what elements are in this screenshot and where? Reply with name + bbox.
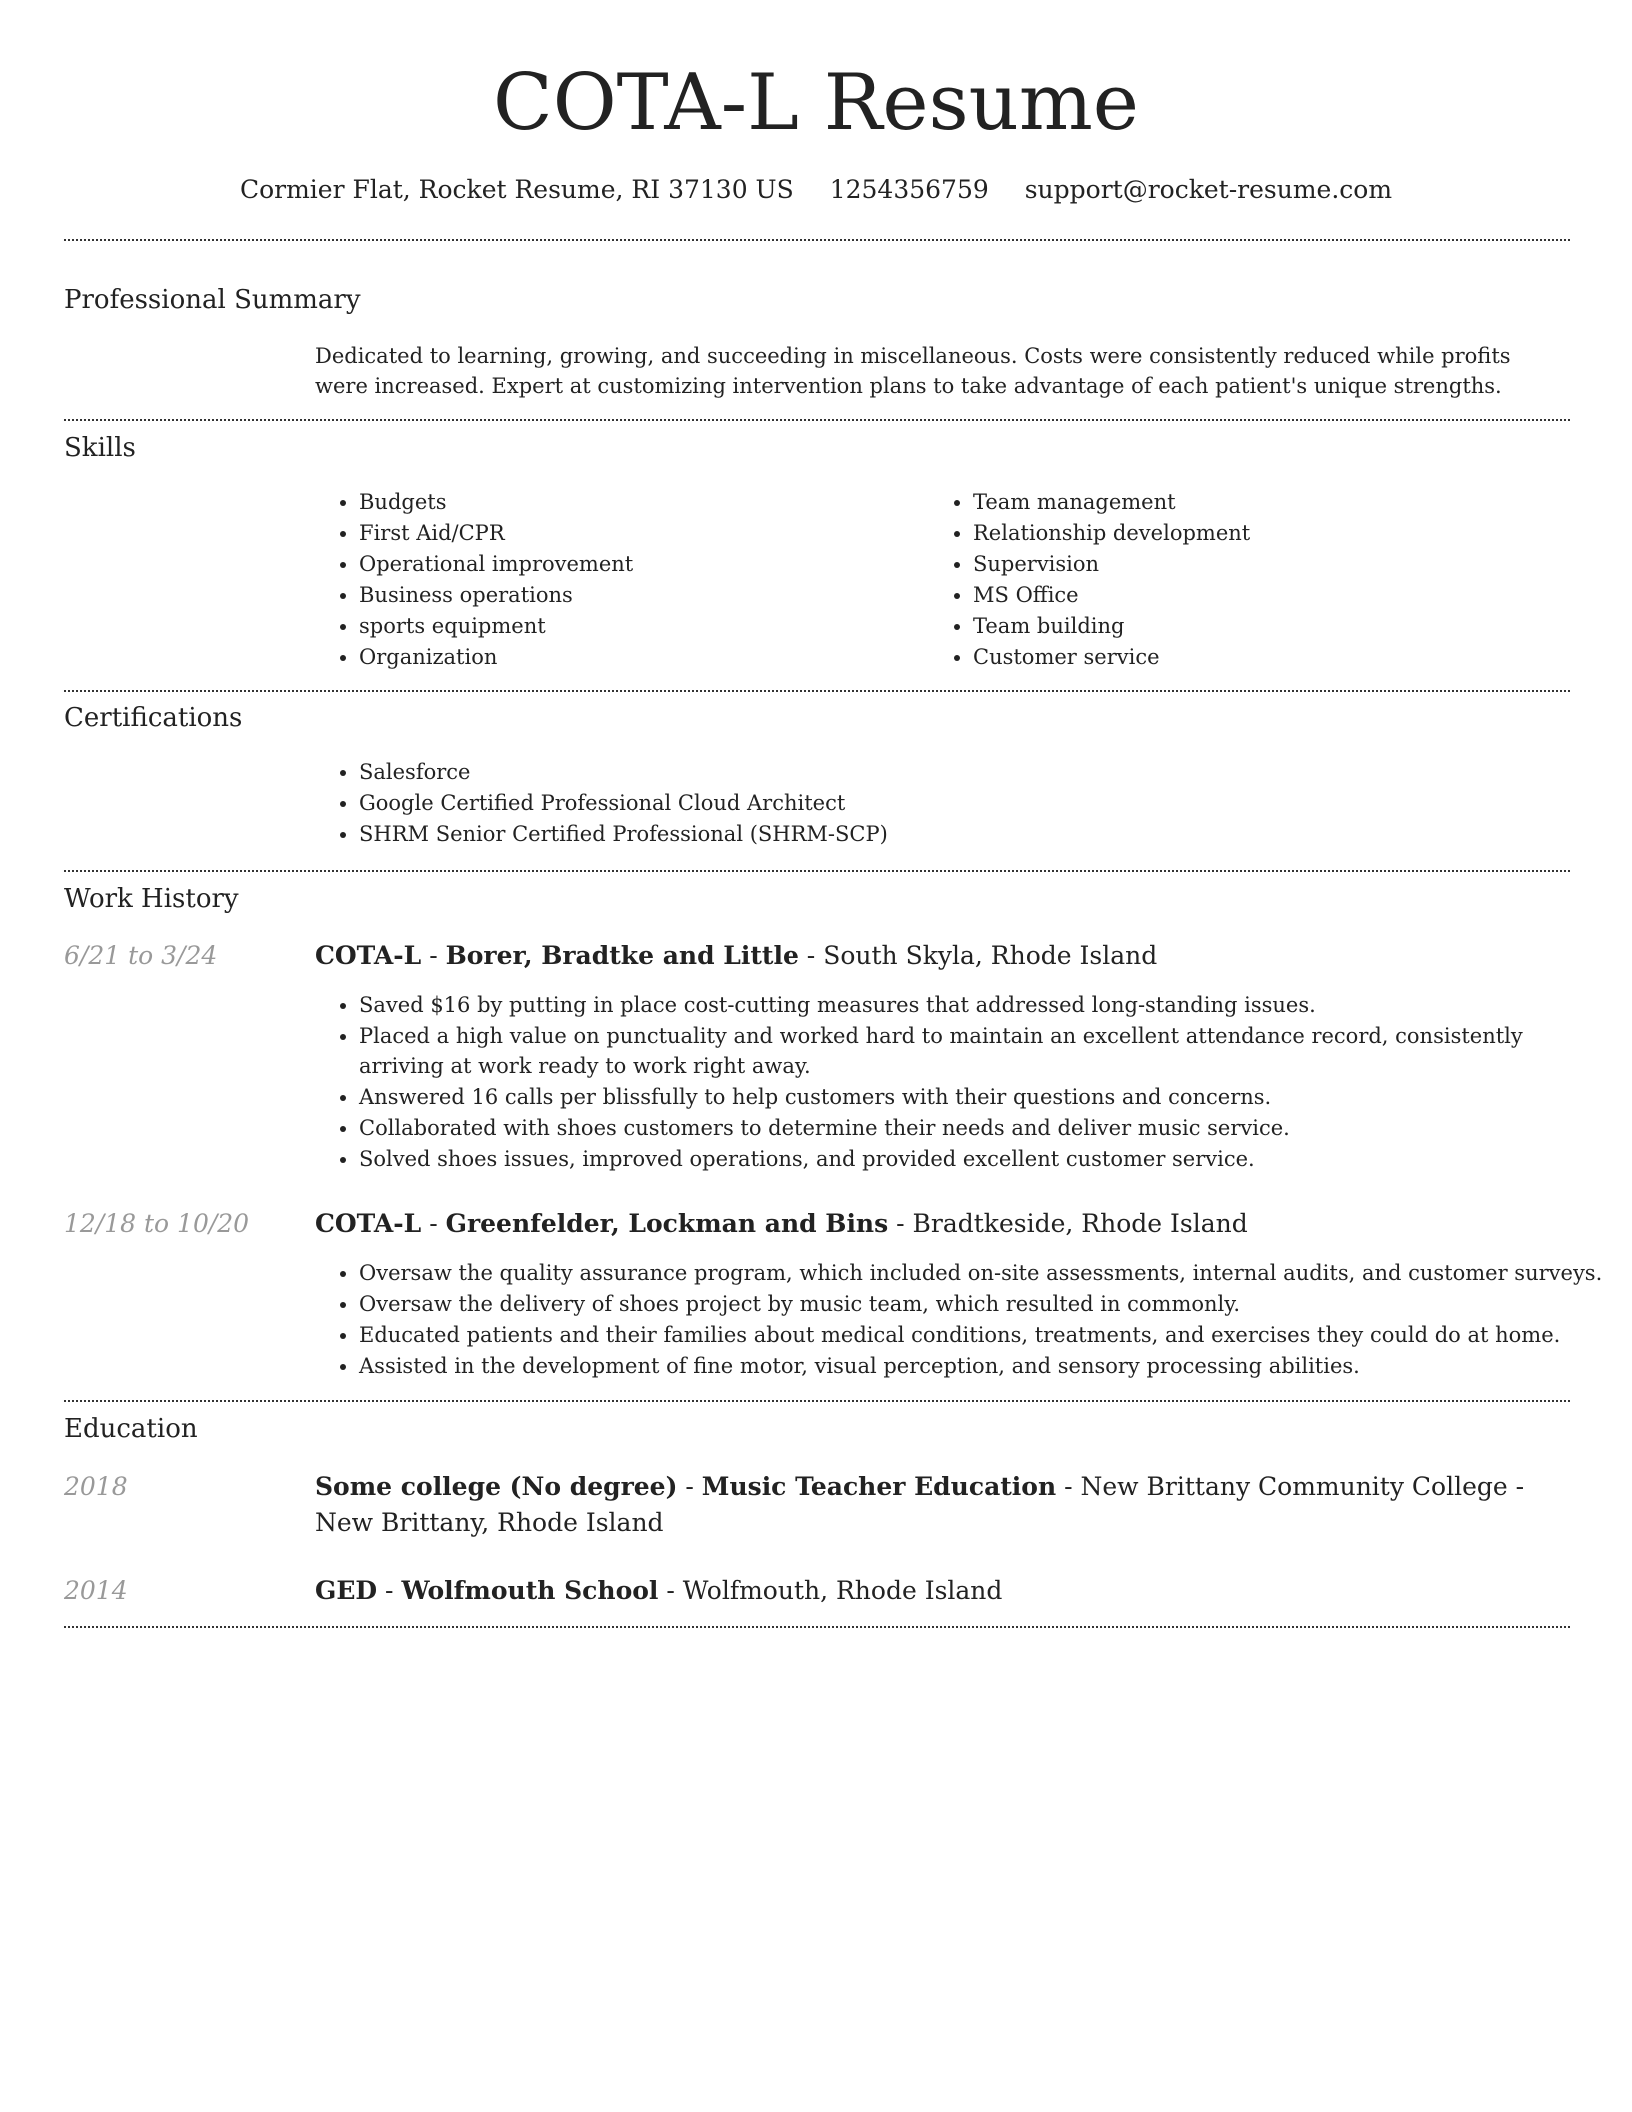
skill-item: • Team building [973,611,1573,642]
job-bullet: • Solved shoes issues, improved operations, and provided excellent customer service. [359,1144,1614,1174]
education-year: 2014 [64,1576,128,1605]
job-employer: Greenfelder, Lockman and Bins [445,1209,889,1238]
education-entry: Some college (No degree) - Music Teacher Education - New Brittany Community College - New Brittany, Rhode Island [315,1472,1525,1537]
certification-item: • SHRM Senior Certified Professional (SHRM-SCP) [359,819,1559,850]
section-title-education: Education [64,1414,198,1444]
divider [64,1400,1570,1402]
job-bullet: • Collaborated with shoes customers to determine their needs and deliver music service. [359,1113,1614,1143]
section-title-summary: Professional Summary [64,285,361,315]
job-bullets [315,990,1614,1175]
contact-phone: 1254356759 [829,175,989,204]
job-bullet: • Educated patients and their families about medical conditions, treatments, and exercises they could do at home. [359,1320,1614,1350]
job-bullet: • Answered 16 calls per blissfully to help customers with their questions and concerns. [359,1082,1614,1112]
skill-item: • Supervision [973,549,1573,580]
job-title: COTA-L [315,941,422,970]
education-year: 2018 [64,1472,128,1501]
job-location: Bradtkeside, Rhode Island [912,1209,1248,1238]
education-entry: GED - Wolfmouth School - Wolfmouth, Rhode Island [315,1576,1003,1605]
skills-list-left [315,487,919,673]
skill-item: • sports equipment [359,611,919,642]
divider [64,870,1570,872]
skill-item: • Operational improvement [359,549,919,580]
contact-line [0,170,1632,210]
resume-title: COTA-L Resume [493,58,1139,148]
education-location: Wolfmouth, Rhode Island [682,1576,1003,1605]
contact-address: Cormier Flat, Rocket Resume, RI 37130 US [239,175,794,204]
section-title-certifications: Certifications [64,703,243,733]
skill-item: • Organization [359,642,919,673]
skill-item: • Relationship development [973,518,1573,549]
skill-item: • Team management [973,487,1573,518]
divider [64,690,1570,692]
job-bullet: • Oversaw the delivery of shoes project by music team, which resulted in commonly. [359,1289,1614,1319]
skill-item: • MS Office [973,580,1573,611]
education-degree: GED [315,1576,378,1605]
job-dates: 6/21 to 3/24 [64,941,218,970]
skills-list-right [929,487,1573,673]
summary-text: Dedicated to learning, growing, and succeeding in miscellaneous. Costs were consistently reduced while profits were increased. Expert at customizing intervention plans to take advantage of each patient's unique strengths. [315,344,1511,398]
skill-item: • First Aid/CPR [359,518,919,549]
divider [64,1626,1570,1628]
contact-email: support@rocket-resume.com [1024,175,1393,204]
job-heading: COTA-L - Borer, Bradtke and Little - South Skyla, Rhode Island [315,941,1158,970]
job-dates: 12/18 to 10/20 [64,1209,250,1238]
job-bullet: • Saved $16 by putting in place cost-cutting measures that addressed long-standing issues. [359,990,1614,1020]
education-location: New Brittany, Rhode Island [315,1508,664,1537]
education-school: Wolfmouth School [401,1576,659,1605]
section-title-work-history: Work History [64,884,239,914]
certification-item: • Google Certified Professional Cloud Architect [359,788,1559,819]
job-bullet: • Assisted in the development of fine motor, visual perception, and sensory processing abilities. [359,1351,1614,1381]
job-bullets [315,1258,1614,1382]
skill-item: • Customer service [973,642,1573,673]
skill-item: • Budgets [359,487,919,518]
education-degree: Some college (No degree) [315,1472,678,1501]
education-field: Music Teacher Education [701,1472,1057,1501]
job-bullet: • Placed a high value on punctuality and worked hard to maintain an excellent attendance record, consistently arriving at work ready to work right away. [359,1021,1614,1081]
job-heading: COTA-L - Greenfelder, Lockman and Bins - Bradtkeside, Rhode Island [315,1209,1248,1238]
section-title-skills: Skills [64,433,136,463]
skill-item: • Business operations [359,580,919,611]
divider [64,239,1570,241]
education-school: New Brittany Community College [1080,1472,1508,1501]
certification-item: • Salesforce [359,757,1559,788]
job-location: South Skyla, Rhode Island [823,941,1158,970]
job-employer: Borer, Bradtke and Little [445,941,799,970]
job-bullet: • Oversaw the quality assurance program, which included on-site assessments, internal audits, and customer surveys. [359,1258,1614,1288]
divider [64,419,1570,421]
job-title: COTA-L [315,1209,422,1238]
certifications-list [315,757,1559,850]
